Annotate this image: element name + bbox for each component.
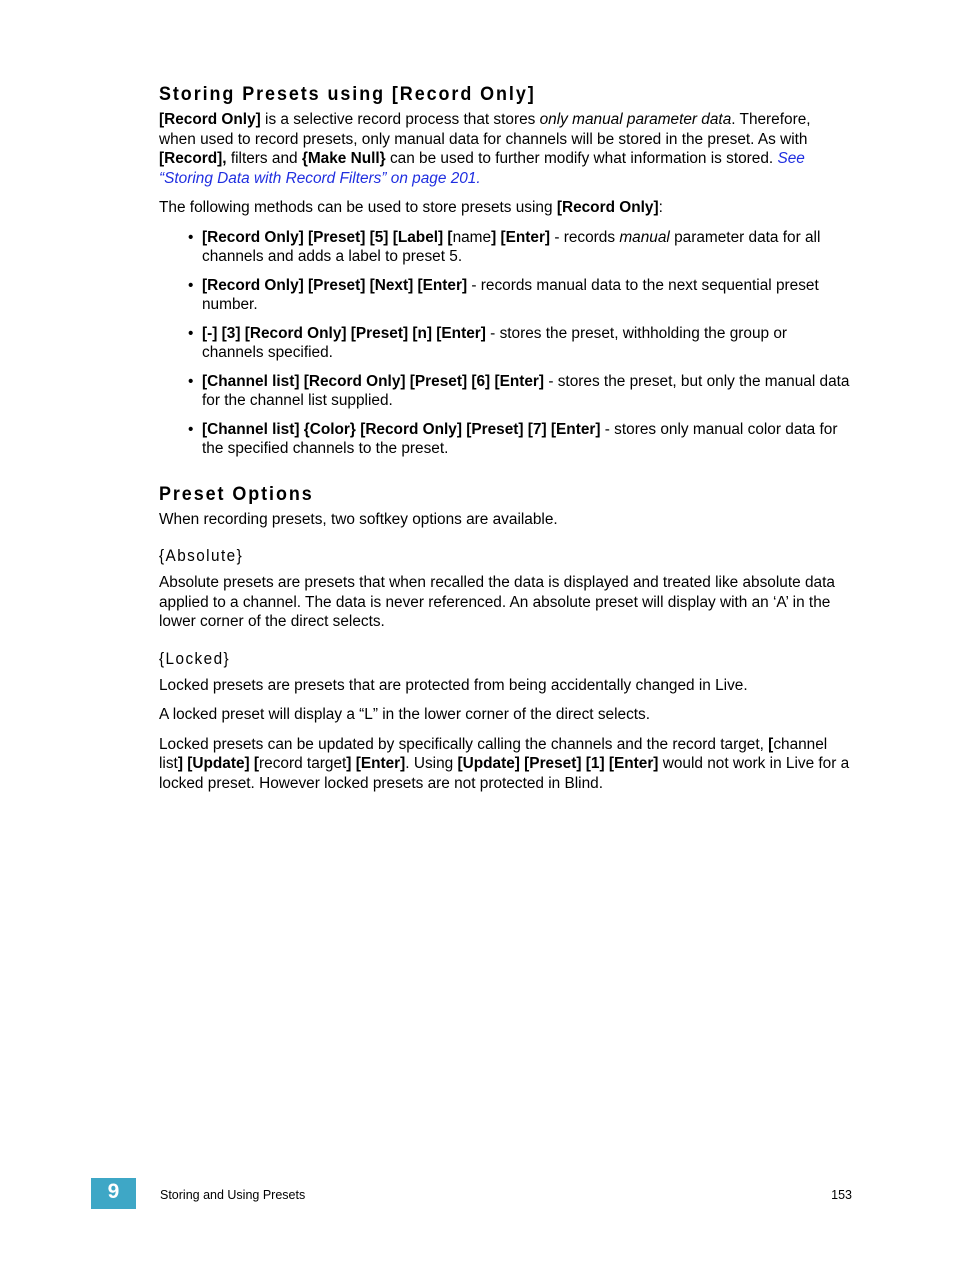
text-run: The following methods can be used to store presets using	[159, 199, 557, 216]
italic-term: only manual parameter data	[539, 111, 732, 128]
text-run: - stores the preset, withholding the group or channels specified.	[202, 324, 788, 361]
bold-term: [Record Only]	[159, 111, 261, 128]
bold-term: [Record],	[159, 150, 227, 167]
command-sequence: [Update] [Preset] [1] [Enter]	[457, 755, 659, 772]
list-item	[159, 420, 851, 459]
bold-term: {Make Null}	[301, 150, 386, 167]
preset-options-intro-paragraph: When recording presets, two softkey options are available.	[159, 510, 558, 528]
command-sequence: ] [Update] [	[177, 755, 260, 772]
command-sequence: [Channel list] [Record Only] [Preset] [6] [Enter]	[202, 372, 545, 390]
subheading-absolute: {Absolute}	[159, 546, 244, 565]
bullet-icon: •	[188, 228, 194, 246]
bullet-icon: •	[188, 420, 194, 438]
bullet-icon: •	[188, 372, 194, 390]
command-sequence: [	[768, 735, 774, 753]
absolute-paragraph: Absolute presets are presets that when recalled the data is displayed and treated like absolute data applied to a channel. The data is never referenced. An absolute preset will display with an ‘A’ in the lower corner of the direct selects.	[159, 574, 835, 630]
text-run: would not work in Live for a locked preset. However locked presets are not protected in Blind.	[159, 755, 850, 792]
chapter-title: Storing and Using Presets	[160, 1188, 306, 1202]
text-run: parameter data for all channels and adds a label to preset 5.	[202, 228, 821, 265]
text-run: can be used to further modify what information is stored.	[385, 150, 778, 167]
text-run: is a selective record process that stores	[260, 111, 540, 128]
text-run: . Therefore, when used to record presets, only manual data for channels will be stored in the preset. As with	[159, 111, 811, 148]
list-item	[159, 324, 851, 363]
methods-list	[159, 228, 851, 459]
locked-paragraph-2: A locked preset will display a “L” in the lower corner of the direct selects.	[159, 706, 651, 723]
text-run: - records manual data to the next sequential preset number.	[202, 276, 819, 313]
section-heading-record-only: Storing Presets using [Record Only]	[159, 83, 536, 105]
locked-paragraph-3	[159, 735, 851, 794]
bullet-icon: •	[188, 276, 194, 294]
text-run: - stores the preset, but only the manual data for the channel list supplied.	[202, 372, 850, 409]
list-item	[159, 276, 851, 315]
methods-intro-paragraph	[159, 198, 851, 218]
text-run: - records	[550, 228, 620, 246]
record-only-intro-paragraph	[159, 110, 851, 188]
bold-term: [Record Only]	[556, 199, 659, 216]
section-heading-preset-options: Preset Options	[159, 482, 314, 505]
command-sequence: ] [Enter]	[491, 228, 551, 246]
text-run: Locked presets can be updated by specifically calling the channels and the record target,	[159, 735, 769, 753]
command-sequence: [Record Only] [Preset] [5] [Label] [	[202, 228, 453, 246]
italic-term: manual	[619, 228, 670, 246]
command-sequence: ] [Enter]	[346, 755, 406, 772]
locked-paragraph-1: Locked presets are presets that are protected from being accidentally changed in Live.	[159, 676, 748, 694]
text-run: filters and	[226, 150, 302, 167]
text-run: record target	[259, 755, 347, 772]
text-run: name	[452, 228, 492, 246]
text-run: :	[658, 199, 663, 216]
spacer	[159, 468, 851, 482]
command-sequence: [-] [3] [Record Only] [Preset] [n] [Enter]	[202, 324, 486, 342]
page-number: 153	[831, 1188, 852, 1202]
subheading-locked: {Locked}	[159, 648, 231, 668]
text-run: - stores only manual color data for the specified channels to the preset.	[202, 420, 838, 457]
text-run: . Using	[405, 755, 458, 772]
text-run: channel list	[159, 735, 828, 772]
page-content	[159, 82, 851, 803]
cross-reference-link[interactable]: See “Storing Data with Record Filters” on page 201.	[159, 150, 805, 187]
list-item	[159, 372, 851, 411]
command-sequence: [Record Only] [Preset] [Next] [Enter]	[202, 276, 468, 294]
bullet-icon: •	[188, 324, 194, 342]
chapter-number-badge: 9	[91, 1178, 136, 1209]
command-sequence: [Channel list] {Color} [Record Only] [Preset] [7] [Enter]	[202, 420, 601, 438]
list-item	[159, 228, 851, 267]
